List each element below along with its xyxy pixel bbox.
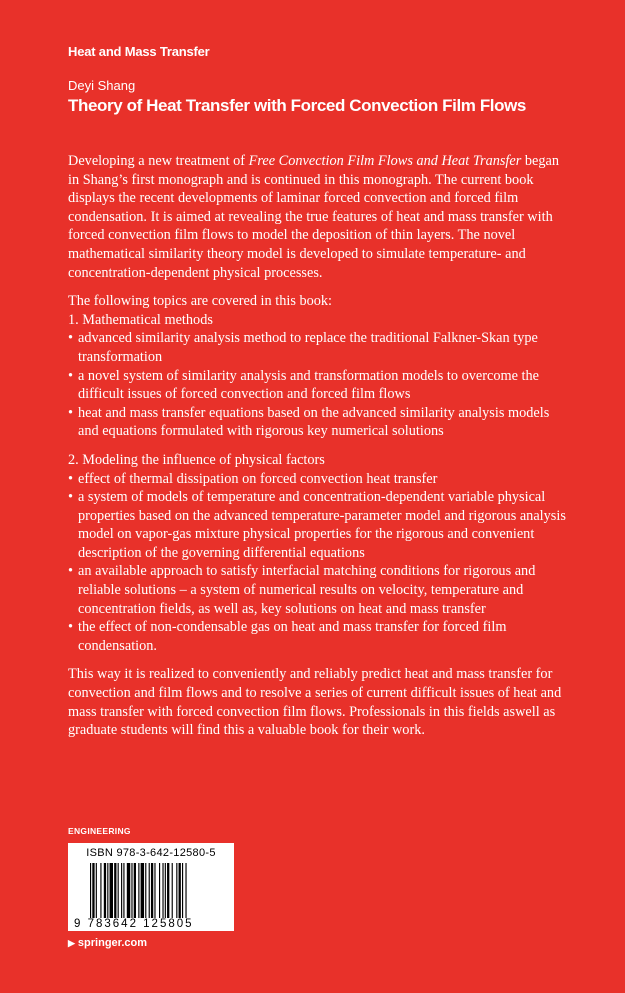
publisher-url: springer.com [77,937,147,949]
list-item: • a novel system of similarity analysis and transformation models to overcome the difficult issues of forced convection and forced film flows [68,367,568,404]
list-item: • a system of models of temperature and concentration-dependent variable physical properties based on the advanced temperature-parameter model and rigorous analysis model on vapor-gas mixture physical properties for the rigorous and convenient description of the governing differential equations [68,488,568,562]
section-2-heading: 2. Modeling the influence of physical factors [68,451,325,468]
subject-label: ENGINEERING [68,826,131,836]
list-item: • advanced similarity analysis method to replace the traditional Falkner-Skan type transformation [68,329,568,366]
topics-heading: The following topics are covered in this book: [68,293,333,310]
list-item: • the effect of non-condensable gas on heat and mass transfer for forced film condensation. [68,618,568,655]
section-1-heading: 1. Mathematical methods [68,311,213,328]
isbn-label: ISBN 978-3-642-12580-5 [86,847,216,859]
list-item: • heat and mass transfer equations based on the advanced similarity analysis models and equations formulated with rigorous key numerical solutions [68,404,568,441]
barcode-bars [90,863,230,921]
list-item: • effect of thermal dissipation on forced convection heat transfer [68,470,568,489]
intro-paragraph: Developing a new treatment of Free Convection Film Flows and Heat Transfer began in Shang’s first monograph and is continued in this monograph. The current book displays the recent developments of laminar forced convection and forced film condensation. It is aimed at revealing the true features of heat and mass transfer with forced convection film flows to model the deposition of thin layers. The novel mathematical similarity theory model is developed to simulate temperature- and concentration-dependent physical processes. [68,153,560,281]
author-name: Deyi Shang [68,78,136,93]
section-1-list [68,329,568,441]
back-cover-blurb [68,152,568,740]
series-title: Heat and Mass Transfer [68,44,210,59]
section-2-list [68,470,568,656]
book-title: Theory of Heat Transfer with Forced Convection Film Flows [68,96,526,115]
referenced-book-title: Free Convection Film Flows and Heat Transfer [248,153,522,169]
triangle-right-icon: ▶ [68,938,75,948]
barcode-number: 9 783642 125805 [74,918,194,930]
publisher-link[interactable] [68,937,147,949]
list-item: • an available approach to satisfy interfacial matching conditions for rigorous and reliable solutions – a system of numerical results on velocity, temperature and concentration fields, as well as, key solutions on heat and mass transfer [68,562,568,618]
closing-paragraph: This way it is realized to conveniently and reliably predict heat and mass transfer for convection and film flows and to resolve a series of current difficult issues of heat and mass transfer with forced convection film flows. Professionals in this fields aswell as graduate students will find this a valuable book for their work. [68,666,562,739]
isbn-barcode [68,843,234,931]
